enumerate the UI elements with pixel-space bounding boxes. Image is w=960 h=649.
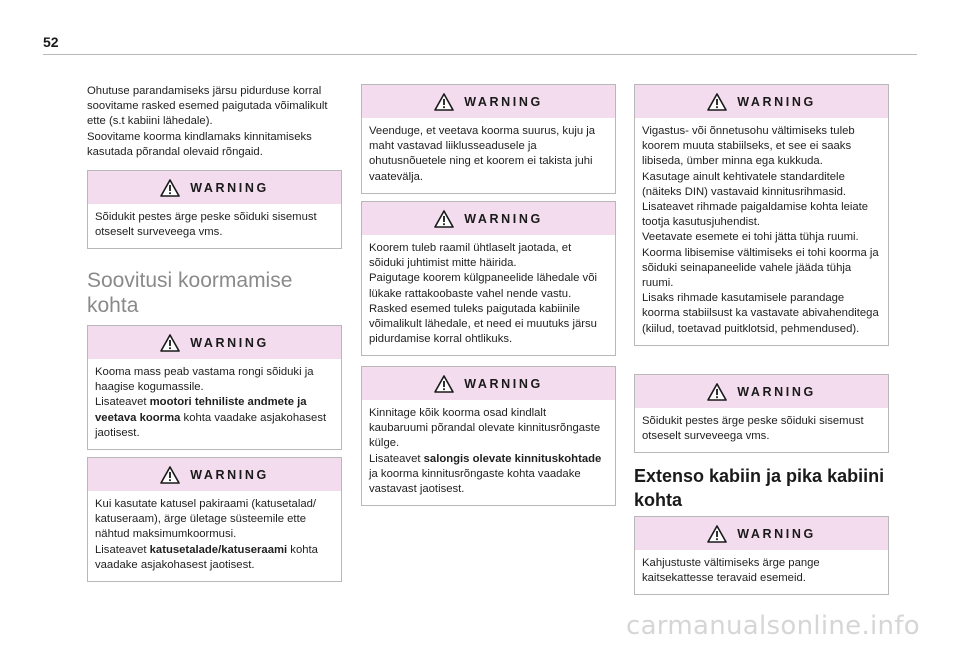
warning-text — [362, 235, 615, 355]
warning-text: Veenduge, et veetava koorma suurus, kuju ja maht vastavad liiklusseadusele ja ohutusnõuetele ning et koorem ei takista juhi vaatevälja. — [369, 125, 596, 183]
warning-sentence: Koorem tuleb raamil ühtlaselt jaotada, et sõiduki juhtimist mitte häirida. — [369, 242, 572, 270]
warning-triangle-icon — [434, 210, 454, 228]
top-divider — [43, 54, 917, 55]
warning-header — [88, 171, 341, 204]
warning-sentence: Lisateavet — [95, 396, 150, 409]
warning-triangle-icon — [160, 466, 180, 484]
warning-triangle-icon — [434, 93, 454, 111]
reference-term: katusetalade/katuseraami — [149, 543, 288, 556]
warning-sentence: kohta vaadake asjakohasest jaotisest. — [95, 543, 318, 571]
warning-sentence: Veetavate esemete ei tohi jätta tühja ruumi. Koorma libisemise vältimiseks ei tohi koorma ja sõiduki seinapaneelide vahele jääda tühja ruumi. — [642, 231, 879, 290]
reference-term: salongis olevate kinnituskohtade — [423, 452, 602, 465]
warning-box — [87, 457, 342, 582]
reference-term: mootori tehniliste andmete ja veetava koorma — [95, 396, 307, 424]
warning-sentence: Paigutage koorem külgpaneelide lähedale või lükake rattakoobaste vahel nende vastu. — [369, 272, 597, 300]
warning-box — [87, 325, 342, 450]
warning-triangle-icon — [707, 525, 727, 543]
warning-text — [635, 118, 888, 345]
warning-sentence: Kasutage ainult kehtivatele standarditele (näiteks DIN) vastavaid kinnitusrihmasid. — [642, 170, 847, 198]
warning-title: WARNING — [464, 94, 543, 109]
warning-text: Sõidukit pestes ärge peske sõiduki sisemust otseselt surveveega vms. — [95, 211, 317, 239]
warning-sentence: ja koorma kinnitusrõngaste kohta vaadake vastavast jaotisest. — [369, 467, 581, 496]
warning-title: WARNING — [464, 211, 543, 226]
intro-text — [87, 84, 341, 160]
warning-triangle-icon — [707, 93, 727, 111]
warning-header — [88, 458, 341, 491]
warning-header — [635, 517, 888, 550]
warning-sentence: Kui kasutate katusel pakiraami (katusetalad/ katuseraam), ärge ületage süsteemile ette nähtud maksimumkoormusi. — [95, 498, 317, 541]
warning-header — [362, 202, 615, 235]
warning-triangle-icon — [160, 179, 180, 197]
watermark: carmanualsonline.info — [625, 611, 920, 641]
warning-sentence: Lisateavet rihmade paigaldamise kohta leiate tootja kasutusjuhendist. — [642, 201, 869, 229]
intro-paragraph: Ohutuse parandamiseks järsu pidurduse korral soovitame rasked esemed paigutada võimalikult ette (s.t kabiini lähedale). — [87, 85, 328, 128]
warning-sentence: kohta vaadake asjakohasest jaotisest. — [95, 411, 327, 439]
warning-header — [635, 375, 888, 408]
warning-title: WARNING — [190, 335, 269, 350]
warning-header — [635, 85, 888, 118]
intro-paragraph: Soovitame koorma kindlamaks kinnitamiseks kasutada põrandal olevaid rõngaid. — [87, 130, 312, 158]
warning-header — [362, 85, 615, 118]
page-number: 52 — [43, 34, 59, 50]
warning-text — [88, 359, 341, 449]
warning-title: WARNING — [737, 384, 816, 399]
warning-header — [362, 367, 615, 400]
warning-header — [88, 326, 341, 359]
warning-text: Kahjustuste vältimiseks ärge pange kaitsekattesse teravaid esemeid. — [642, 557, 820, 585]
warning-box — [634, 84, 889, 346]
warning-sentence: Lisaks rihmade kasutamisele parandage koorma stabiilsust ka vastavate abivahenditega (kiilud, toetavad puitklotsid, pehmendused). — [642, 292, 879, 335]
warning-title: WARNING — [737, 94, 816, 109]
warning-sentence: Lisateavet — [369, 452, 424, 465]
warning-triangle-icon — [434, 375, 454, 393]
warning-sentence: Rasked esemed tuleks paigutada kabiinile võimalikult lähedale, et need ei muutuks järsu pidurdamise korral ohtlikuks. — [369, 302, 597, 346]
warning-title: WARNING — [190, 467, 269, 482]
section-heading: Extenso kabiin ja pika kabiini kohta — [634, 466, 885, 510]
warning-triangle-icon — [707, 383, 727, 401]
warning-title: WARNING — [190, 180, 269, 195]
warning-box — [87, 170, 342, 249]
warning-sentence: Vigastus- või õnnetusohu vältimiseks tuleb koorem muuta stabiilseks, et see ei saaks libiseda, ümber minna ega kukkuda. — [642, 125, 855, 168]
warning-box — [361, 366, 616, 506]
warning-text — [362, 400, 615, 505]
warning-box — [361, 201, 616, 356]
warning-title: WARNING — [464, 376, 543, 391]
warning-sentence: Kooma mass peab vastama rongi sõiduki ja haagise kogumassile. — [95, 366, 314, 394]
warning-box — [361, 84, 616, 194]
warning-sentence: Lisateavet — [95, 543, 150, 556]
warning-title: WARNING — [737, 526, 816, 541]
warning-box — [634, 374, 889, 453]
warning-text — [88, 491, 341, 581]
warning-sentence: Kinnitage kõik koorma osad kindlalt kaubaruumi põrandal olevate kinnitusrõngaste külge. — [369, 407, 601, 450]
section-heading: Soovitusi koormamise kohta — [87, 269, 293, 317]
warning-triangle-icon — [160, 334, 180, 352]
warning-text: Sõidukit pestes ärge peske sõiduki sisemust otseselt surveveega vms. — [642, 415, 864, 443]
warning-box — [634, 516, 889, 595]
